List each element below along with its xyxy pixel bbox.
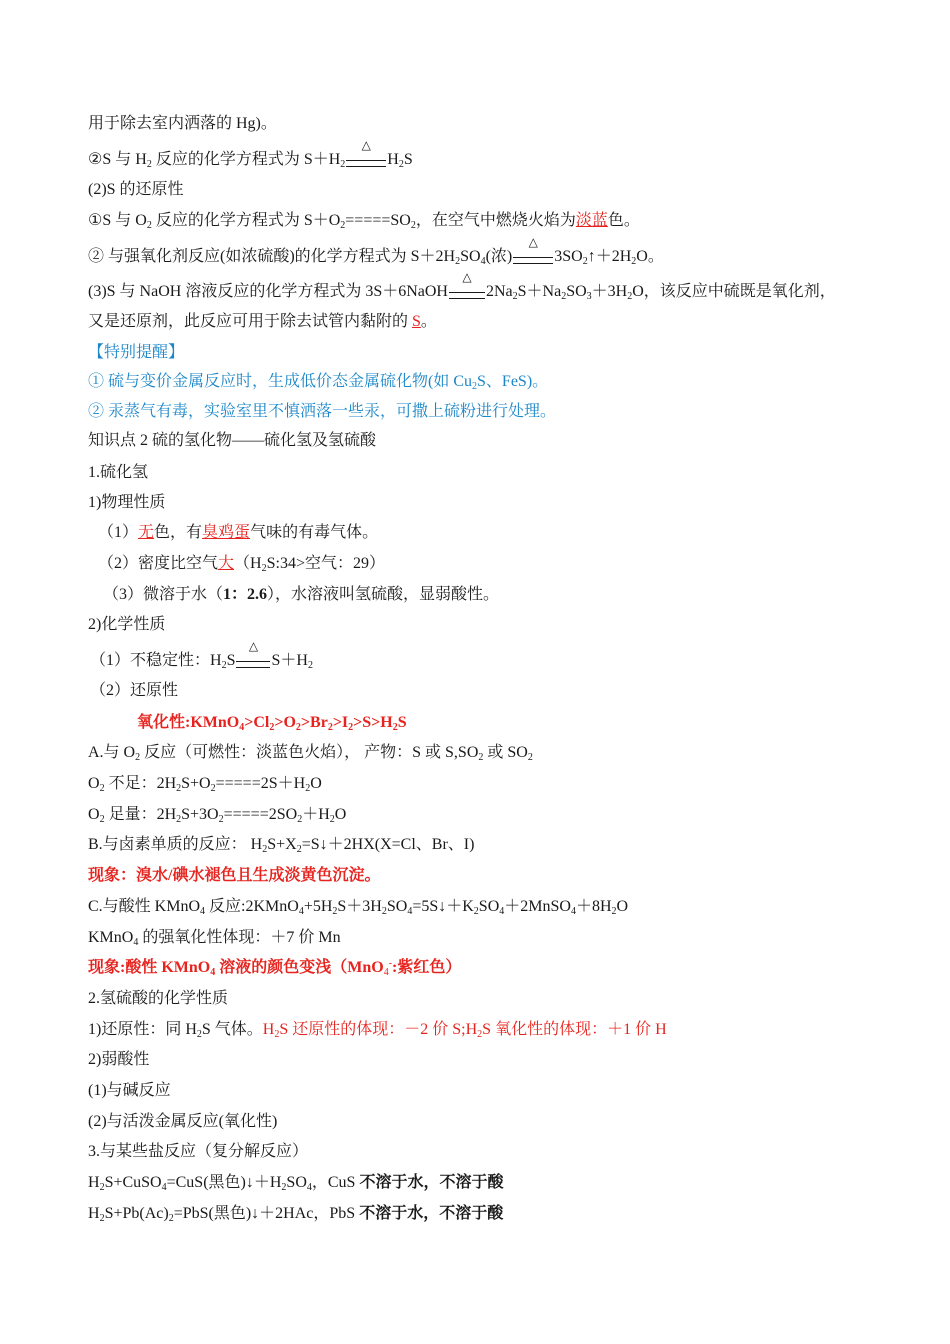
text-line: (1)与碱反应 [88, 1082, 171, 1099]
text-line: （1）无色，有臭鸡蛋气味的有毒气体。 [98, 524, 379, 541]
text-line: 2)弱酸性 [88, 1051, 150, 1068]
equation-line: B.与卤素单质的反应： $H_2S+X_2=S↓+2HX(X=Cl$、Br、I) [88, 836, 475, 855]
text-line: (2)与活泼金属反应(氧化性) [88, 1113, 278, 1130]
section-heading: 2.氢硫酸的化学性质 [88, 990, 229, 1007]
equation-line: $H_2S+CuSO_4=CuS$(黑色)$↓+H_2SO_4$，CuS 不溶于水，不溶于酸 [88, 1174, 504, 1193]
equation-s-h2: ②S 与 $H_2$ 反应的化学方程式为 $S+H_2$ △ $H_2S$ [88, 138, 413, 170]
equation-line: C.与酸性 KMnO$_4$ 反应$:2KMnO_4+5H_2S+3H_2SO_4=5S↓+K_2SO_4+2MnSO_4+8H_2O$ [88, 898, 629, 917]
equation-s-h2so4: ② 与强氧化剂反应(如浓硫酸)的化学方程式为 $S+2H_2SO_4$(浓) △ $3SO_2↑+2H_2O$。 [88, 235, 664, 267]
equation-s-o2: ①S 与 $O_2$ 反应的化学方程式为 $S+O_2=====SO_2$，在空气中燃烧火焰为淡蓝色。 [88, 212, 640, 231]
text-line: （2）还原性 [90, 682, 179, 699]
equation-line: $O_2$ 不足：$2H_2S+O_2=====2S+H_2O$ [88, 775, 322, 794]
text-line: A.与 $O_2$ 反应（可燃性：淡蓝色火焰）， 产物：S 或 $S,SO_2$ 或 $SO_2$ [88, 744, 533, 763]
section-heading: 3.与某些盐反应（复分解反应） [88, 1143, 309, 1160]
section-heading: (2)S 的还原性 [88, 181, 184, 198]
oxidizing-order: 氧化性$:KMnO_4>Cl_2>O_2>Br_2>I_2>S>H_2S$ [137, 714, 407, 733]
heat-arrow-icon: △ [346, 150, 386, 170]
section-heading: 1)物理性质 [88, 494, 166, 511]
text-line: （2）密度比空气大（$H_2S:34>$空气：29） [98, 555, 385, 574]
heat-arrow-icon: △ [449, 282, 485, 302]
equation-s-naoh: (3)S 与 NaOH 溶液反应的化学方程式为 3S＋6NaOH △ $2Na_2S+Na_2SO_3+3H_2O$，该反应中硫既是氧化剂， [88, 270, 836, 302]
text-line: 又是还原剂，此反应可用于除去试管内黏附的 S。 [88, 313, 437, 330]
tip-line: ① 硫与变价金属反应时，生成低价态金属硫化物(如 $Cu_2S$、FeS)。 [88, 373, 549, 392]
phenomenon-line: 现象：溴水/碘水褪色且生成淡黄色沉淀。 [88, 867, 381, 884]
heat-arrow-icon: △ [513, 247, 553, 267]
equation-line: $H_2S+Pb(Ac)_2=PbS$(黑色)↓＋2HAc，PbS 不溶于水，不溶于酸 [88, 1205, 504, 1224]
equation-h2s-decomp: （1）不稳定性：$H_2S$ △ $S+H_2$ [90, 639, 313, 671]
section-heading: 2)化学性质 [88, 616, 166, 633]
section-heading: 知识点 2 硫的氢化物——硫化氢及氢硫酸 [88, 432, 377, 449]
text-line: 1)还原性：同 $H_2S$ 气体。$H_2S$ 还原性的体现：－2 价 $S;H_2S$ 氧化性的体现：＋1 价 H [88, 1021, 667, 1040]
section-heading: 1.硫化氢 [88, 464, 149, 481]
tip-heading: 【特别提醒】 [88, 344, 185, 361]
text-line: KMnO$_4$ 的强氧化性体现：＋7 价 Mn [88, 929, 341, 948]
tip-line: ② 汞蒸气有毒，实验室里不慎洒落一些汞，可撒上硫粉进行处理。 [88, 403, 557, 420]
heat-arrow-icon: △ [236, 651, 270, 671]
text-line: （3）微溶于水（1：2.6），水溶液叫氢硫酸，显弱酸性。 [103, 586, 500, 603]
equation-line: $O_2$ 足量：$2H_2S+3O_2=====2SO_2+H_2O$ [88, 806, 347, 825]
phenomenon-line: 现象:酸性 KMnO$_4$ 溶液的颜色变浅（MnO$_4$-:紫红色） [88, 958, 462, 978]
text-line: 用于除去室内洒落的 Hg)。 [88, 115, 277, 132]
